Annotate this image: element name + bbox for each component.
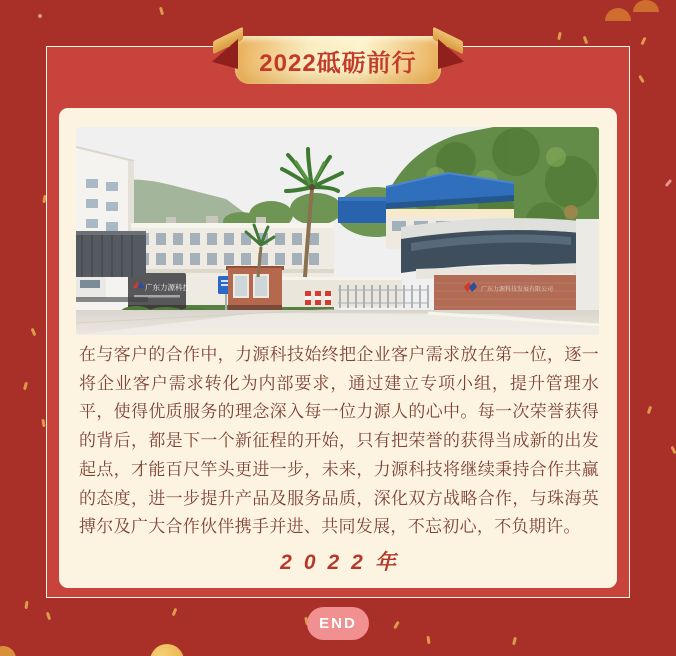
confetti-icon bbox=[426, 636, 430, 644]
confetti-icon bbox=[638, 75, 645, 83]
lantern-icon bbox=[633, 0, 659, 12]
confetti-icon bbox=[583, 36, 589, 45]
confetti-icon bbox=[172, 608, 178, 617]
confetti-icon bbox=[46, 612, 51, 621]
confetti-icon bbox=[670, 446, 676, 455]
title-banner bbox=[235, 36, 441, 84]
confetti-icon bbox=[512, 637, 517, 645]
confetti-icon bbox=[393, 621, 400, 629]
gate-sign-text: 广东力源科技 bbox=[145, 283, 190, 292]
confetti-icon bbox=[38, 14, 42, 18]
year-label: 2022年 bbox=[280, 551, 408, 574]
coin-icon bbox=[150, 644, 184, 656]
lantern-icon bbox=[605, 8, 631, 21]
confetti-icon bbox=[647, 406, 652, 415]
confetti-icon bbox=[23, 382, 28, 391]
page-title: 2022砥砺前行 bbox=[259, 49, 417, 77]
confetti-icon bbox=[665, 179, 672, 187]
confetti-icon bbox=[31, 328, 37, 337]
campus-photo bbox=[76, 127, 599, 335]
article-paragraph: 在与客户的合作中，力源科技始终把企业客户需求放在第一位，逐一将企业客户需求转化为内部要求，通过建立专项小组，提升管理水平，使得优质服务的理念深入每一位力源人的心中。每一次荣誉获得的背后，都是下一个新征程的开始，只有把荣誉的获得当成新的出发起点，才能百尺竿头更进一步，未来，力源科技将继续秉持合作共赢的态度，进一步提升产品及服务品质，深化双方战略合作，与珠海英搏尔及广大合作伙伴携手并进、共同发展，不忘初心，不负期许。 bbox=[79, 345, 599, 537]
content-panel bbox=[46, 46, 630, 598]
content-card bbox=[59, 108, 617, 588]
end-button[interactable]: END bbox=[307, 607, 369, 640]
confetti-icon bbox=[640, 37, 646, 46]
confetti-icon bbox=[557, 32, 562, 40]
coin-icon bbox=[0, 646, 16, 656]
confetti-icon bbox=[24, 601, 28, 609]
wall-sign-text: 广东力源科技发展有限公司 bbox=[481, 287, 554, 293]
confetti-icon bbox=[159, 7, 164, 16]
